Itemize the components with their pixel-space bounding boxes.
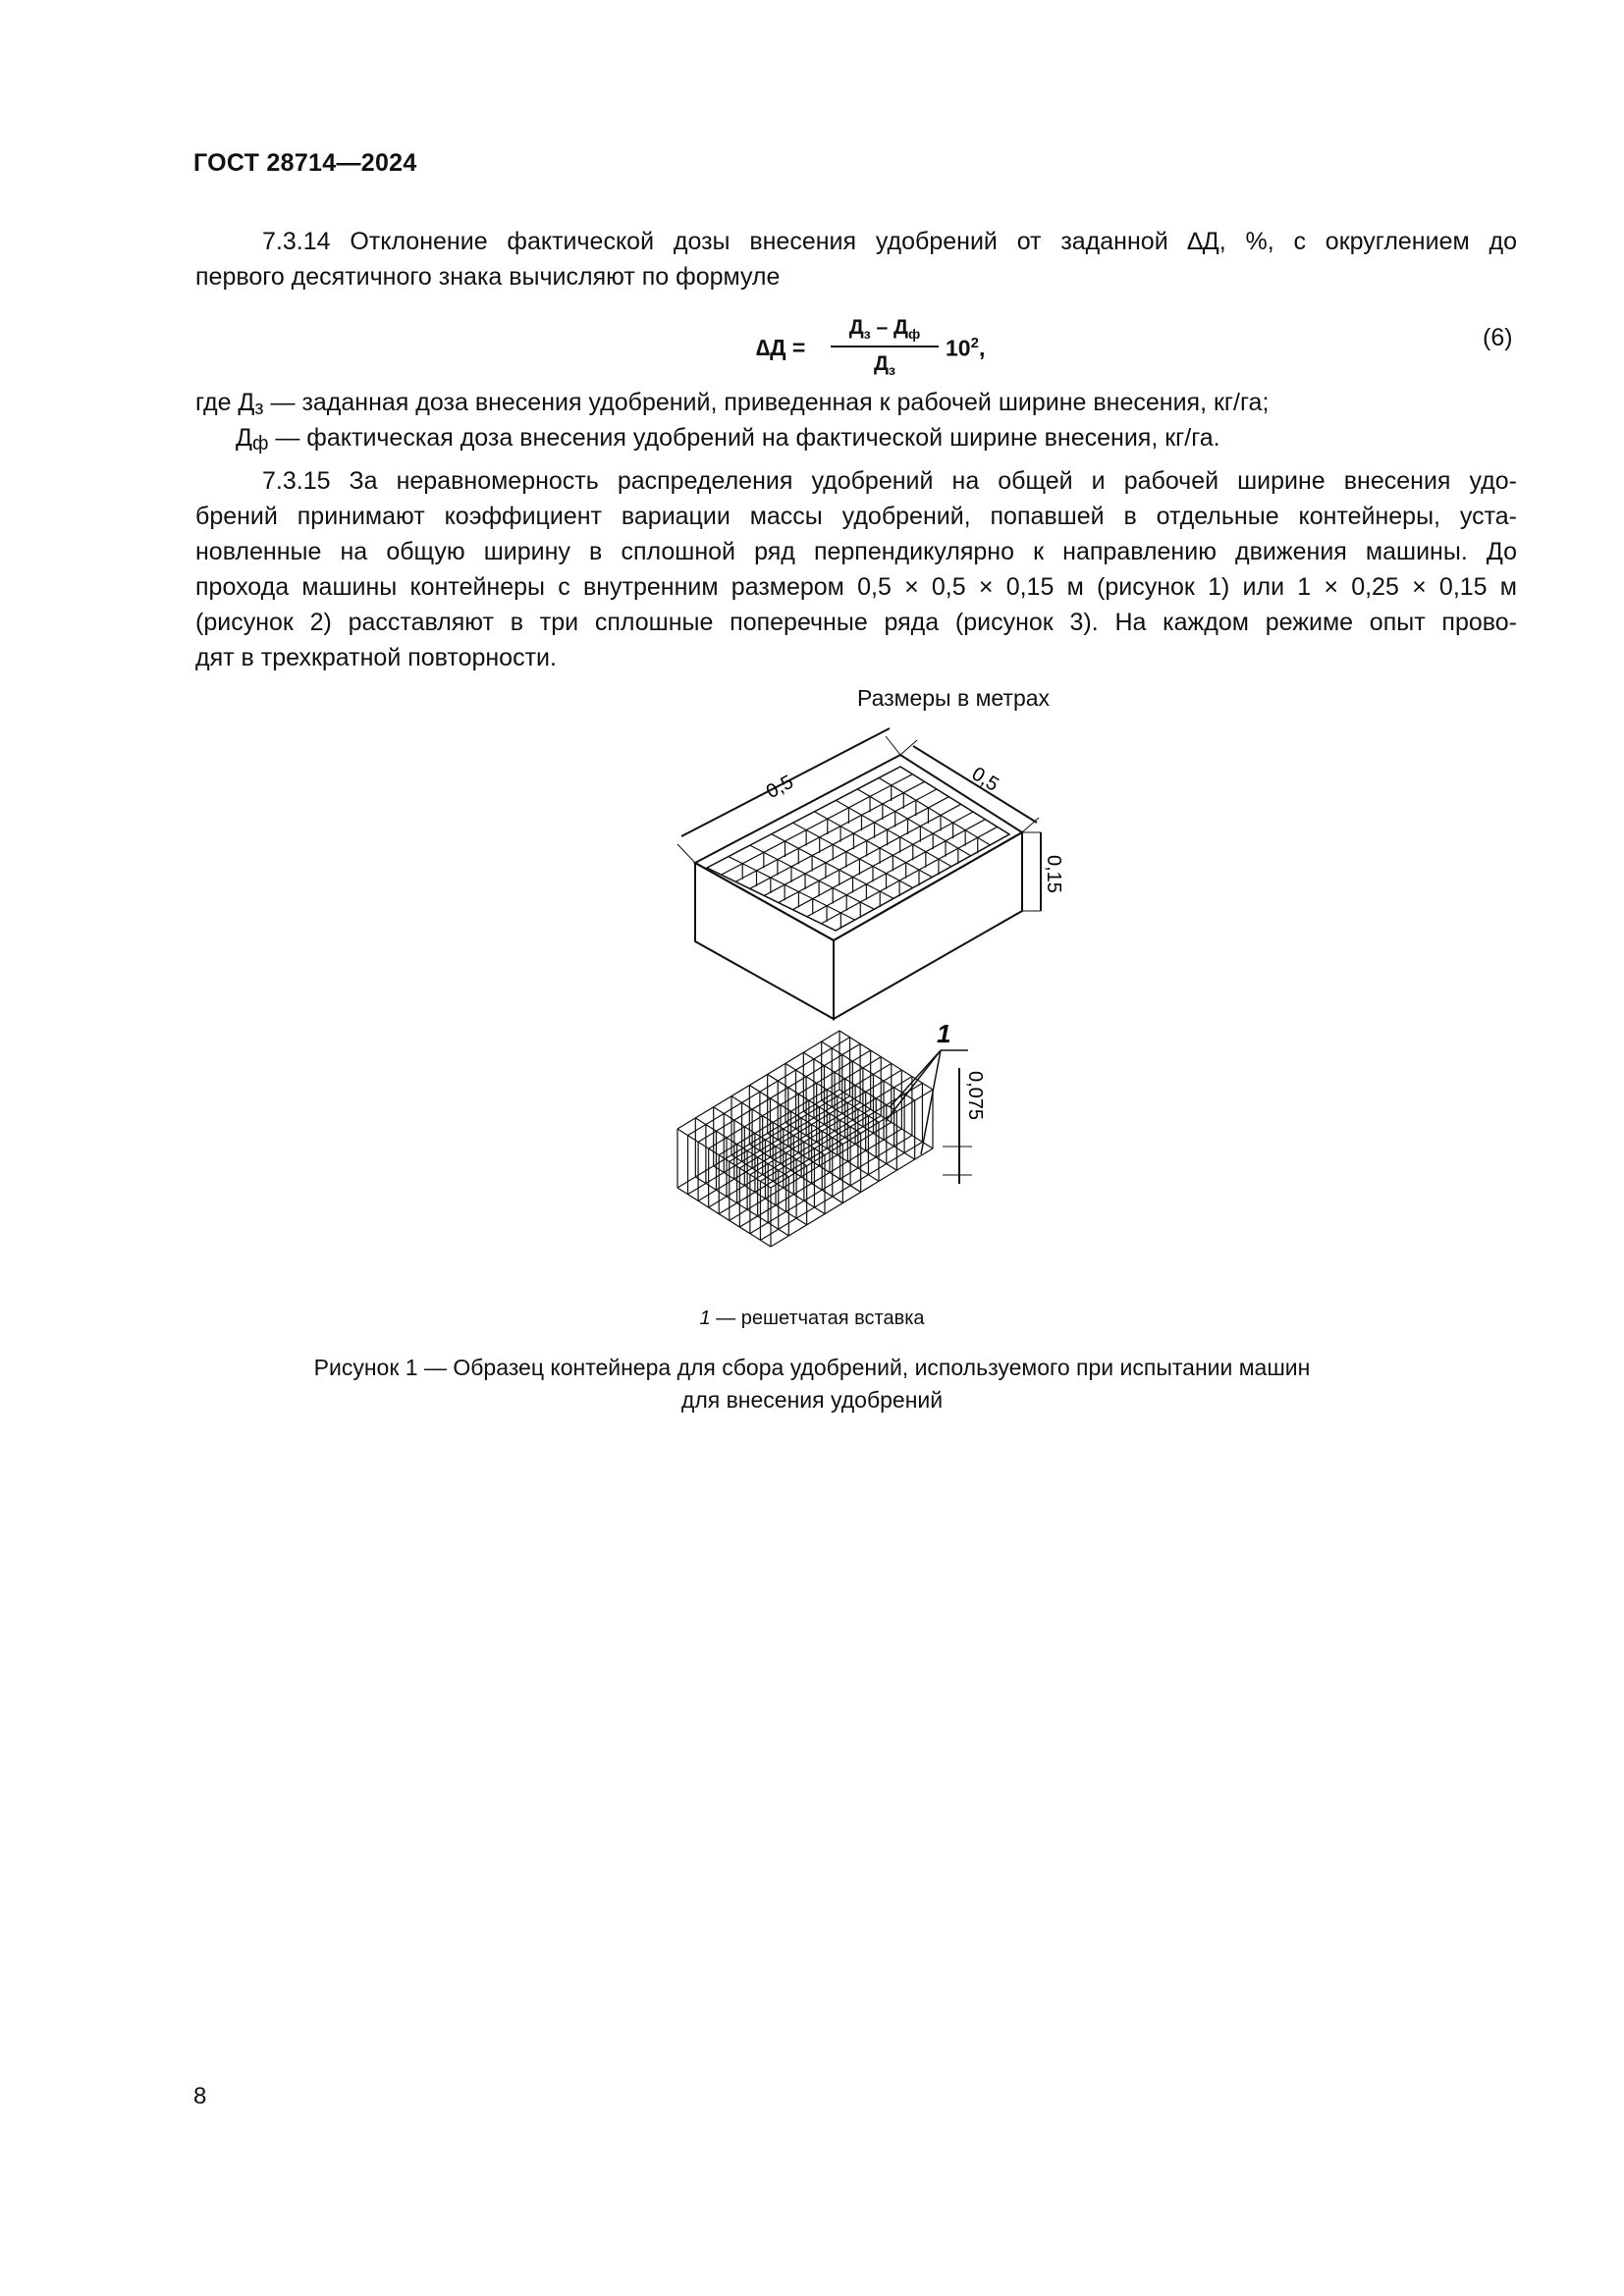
dim-ext (677, 844, 695, 863)
where-subscript: з (254, 398, 264, 419)
paragraph-line: прохода машины контейнеры с внутренним размером 0,5 × 0,5 × 0,15 м (рисунок 1) или 1 × 0,25 × 0,15 м (195, 573, 1517, 601)
paragraph-7-3-15 (195, 463, 1517, 675)
lattice-line (730, 1122, 892, 1220)
where-item-1 (195, 385, 1269, 422)
formula-subscript: з (863, 326, 871, 343)
page-number: 8 (193, 2083, 207, 2109)
dim-ext (886, 736, 900, 755)
equation-number: (6) (1483, 324, 1513, 351)
paragraph-line: новленные на общую ширину в сплошной ряд перпендикулярно к направлению движения машины. До (195, 538, 1517, 565)
where-item-2 (236, 420, 1220, 457)
where-text: — заданная доза внесения удобрений, приведенная к рабочей ширине внесения, кг/га; (263, 389, 1270, 416)
lattice-line (688, 1038, 850, 1136)
formula-6 (746, 312, 1001, 391)
lattice-line (730, 1063, 892, 1161)
caption-line: Рисунок 1 — Образец контейнера для сбора удобрений, используемого при испытании машин (313, 1355, 1311, 1380)
paragraph-line: 7.3.14 Отклонение фактической дозы внесения удобрений от заданной ∆Д, %, с округлением до (262, 228, 1517, 255)
dim-ext (1022, 818, 1039, 832)
formula-base: 10 (946, 335, 971, 361)
lattice-line (739, 1070, 901, 1168)
formula-subscript: з (889, 362, 895, 379)
container-drawing (628, 736, 1064, 1286)
dim-label-width: 0,5 (762, 771, 797, 804)
formula-lhs: ∆Д = (756, 335, 806, 360)
lattice-line (719, 1057, 881, 1155)
formula-subscript: ф (908, 326, 921, 343)
formula-symbol: Д (874, 352, 889, 375)
formula-punct: , (978, 335, 986, 361)
formula-symbol: Д (893, 316, 908, 339)
formula-tail (946, 335, 985, 362)
box-grid (722, 771, 998, 929)
legend-text: — решетчатая вставка (710, 1308, 925, 1329)
lattice-line (750, 1136, 912, 1234)
lattice-line (821, 827, 997, 924)
paragraph-line: дят в трехкратной повторности. (195, 644, 557, 671)
figure-legend (0, 1308, 1624, 1330)
formula-fraction (827, 312, 943, 379)
document-header: ГОСТ 28714—2024 (193, 149, 417, 177)
callout-number: 1 (937, 1019, 951, 1048)
box-inner-rim (707, 767, 1009, 931)
lattice-line (771, 1148, 933, 1247)
lattice-line (792, 812, 973, 910)
lattice-insert (677, 1031, 933, 1247)
dim-label-height: 0,15 (1043, 855, 1064, 893)
lattice-line (750, 1077, 912, 1175)
paragraph-line: (рисунок 2) расставляют в три сплошные поперечные ряда (рисунок 3). На каждом режиме опыт прово- (195, 609, 1517, 636)
lattice-line (739, 1129, 901, 1227)
paragraph-line: первого десятичного знака вычисляют по формуле (195, 263, 781, 291)
dim-label-depth: 0,5 (967, 763, 1002, 796)
callout-leader (921, 1050, 941, 1154)
box-left-face (695, 863, 834, 1019)
where-symbol: Д (236, 424, 252, 452)
paragraph-line: 7.3.15 За неравномерность распределения удобрений на общей и рабочей ширине внесения удо- (262, 467, 1517, 495)
formula-symbol: Д (848, 316, 864, 339)
dimensions-note: Размеры в метрах (857, 685, 1051, 711)
paragraph-line: брений принимают коэффициент вариации массы удобрений, попавшей в отдельные контейнеры, уста- (195, 503, 1517, 530)
fraction-bar (831, 346, 939, 347)
legend-number: 1 (699, 1308, 711, 1329)
where-subscript: ф (251, 433, 269, 454)
lattice-line (677, 1031, 839, 1129)
caption-line: для внесения удобрений (680, 1387, 944, 1413)
lattice-line (760, 1142, 922, 1240)
lattice-line (698, 1043, 860, 1142)
dim-label-insert: 0,075 (964, 1071, 986, 1121)
formula-exponent: 2 (970, 335, 979, 351)
figure-caption (295, 1352, 1329, 1416)
where-text: — фактическая доза внесения удобрений на фактической ширине внесения, кг/га. (268, 424, 1220, 452)
lattice-line (709, 1050, 871, 1148)
paragraph-7-3-14 (195, 224, 1517, 294)
lattice-line (771, 1090, 933, 1188)
formula-operator: – (870, 316, 894, 339)
formula-denominator (827, 349, 943, 379)
where-symbol: где Д (195, 389, 255, 416)
formula-numerator (827, 312, 943, 344)
